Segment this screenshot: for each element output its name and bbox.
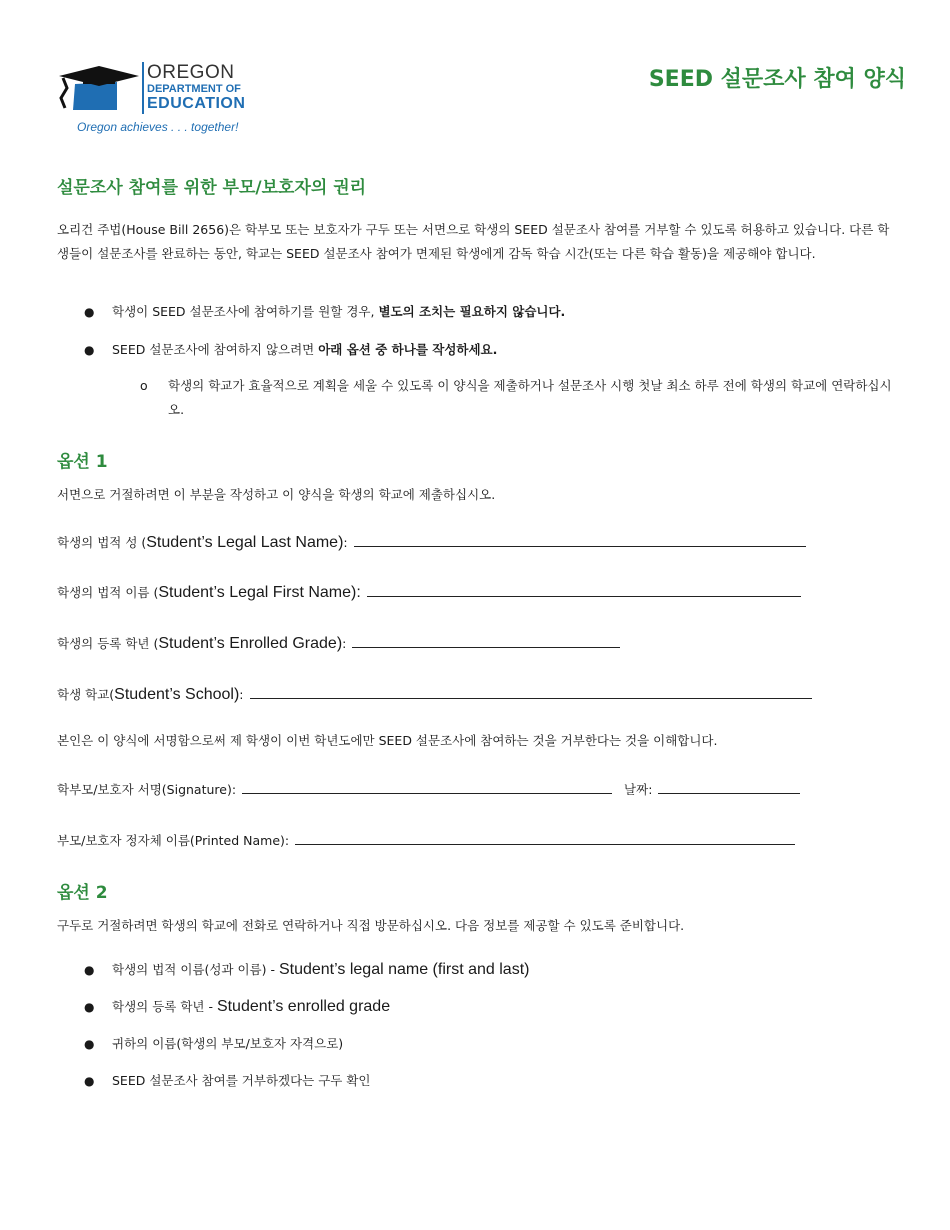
bullet-icon: ● <box>84 963 95 977</box>
ode-logo <box>55 62 255 137</box>
logo-org: OREGON <box>147 62 235 83</box>
field-label-ko: 학생 학교( <box>57 687 115 702</box>
bullet-text: SEED 설문조사에 참여하지 않으려면 <box>112 342 319 357</box>
option1-statement: 본인은 이 양식에 서명함으로써 제 학생이 이번 학년도에만 SEED 설문조사에 참여하는 것을 거부한다는 것을 이해합니다. <box>57 733 718 748</box>
field-label-en: Student’s Legal First Name): <box>158 584 361 601</box>
option2-heading: 옵션 2 <box>57 883 108 903</box>
bullet-icon: ● <box>84 305 95 319</box>
bullet-icon: ● <box>84 1037 95 1051</box>
date-input-line[interactable] <box>658 779 800 794</box>
logo-dept: DEPARTMENT OF <box>147 83 241 95</box>
printed-name-input-line[interactable] <box>295 830 795 845</box>
printed-name-label: 부모/보호자 정자체 이름(Printed Name): <box>57 833 290 848</box>
logo-edu: EDUCATION <box>147 95 246 112</box>
field-label-tail: : <box>343 535 348 550</box>
item-text-en: Student’s enrolled grade <box>216 998 391 1015</box>
field-label-en: Student’s Enrolled Grade) <box>158 635 343 652</box>
bullet-icon: ● <box>84 343 95 357</box>
item-text-en: Student’s legal name (first and last) <box>278 961 530 978</box>
bullet-text: 학생이 SEED 설문조사에 참여하기를 원할 경우, <box>112 304 379 319</box>
signature-field[interactable] <box>57 779 800 798</box>
first-name-field[interactable] <box>57 582 801 602</box>
document-title: SEED 설문조사 참여 양식 <box>648 67 906 92</box>
field-label-ko: 학생의 법적 성 ( <box>57 535 147 550</box>
grade-input-line[interactable] <box>352 633 620 648</box>
option1-intro: 서면으로 거절하려면 이 부분을 작성하고 이 양식을 학생의 학교에 제출하십시오. <box>57 487 496 502</box>
field-label-ko: 학생의 등록 학년 ( <box>57 636 159 651</box>
bullet-icon: ● <box>84 1074 95 1088</box>
item-text-ko: SEED 설문조사 참여를 거부하겠다는 구두 확인 <box>112 1073 371 1088</box>
item-text-ko: 귀하의 이름(학생의 부모/보호자 자격으로) <box>112 1036 344 1051</box>
date-label: 날짜: <box>624 782 653 797</box>
logo-tagline: Oregon achieves . . . together! <box>77 120 239 134</box>
last-name-input-line[interactable] <box>354 532 806 547</box>
first-name-input-line[interactable] <box>367 582 801 597</box>
bullet-bold: 별도의 조치는 필요하지 않습니다. <box>378 304 566 319</box>
printed-name-field[interactable] <box>57 830 795 849</box>
signature-input-line[interactable] <box>242 779 612 794</box>
school-field[interactable] <box>57 684 812 704</box>
signature-label: 학부모/보호자 서명(Signature): <box>57 782 237 797</box>
field-label-tail: : <box>342 636 347 651</box>
rights-heading: 설문조사 참여를 위한 부모/보호자의 권리 <box>57 178 367 198</box>
field-label-en: Student’s School) <box>114 686 240 703</box>
last-name-field[interactable] <box>57 532 806 552</box>
logo-divider <box>142 62 144 114</box>
sub-bullet-text: 학생의 학교가 효율적으로 계획을 세울 수 있도록 이 양식을 제출하거나 설문조사 시행 첫날 최소 하루 전에 학생의 학교에 연락하십시오. <box>168 378 892 417</box>
field-label-ko: 학생의 법적 이름 ( <box>57 585 159 600</box>
rights-paragraph: 오리건 주법(House Bill 2656)은 학부모 또는 보호자가 구두 또는 서면으로 학생의 SEED 설문조사 참여를 거부할 수 있도록 허용하고 있습니다. 다른 학생들이 설문조사를 완료하는 동안, 학교는 SEED 설문조사 참여가 면제된 학생에게 감독 학습 시간(또는 다른 학습 활동)을 제공해야 합니다. <box>57 222 890 261</box>
grade-field[interactable] <box>57 633 620 653</box>
field-label-tail: : <box>239 687 244 702</box>
option2-intro: 구두로 거절하려면 학생의 학교에 전화로 연락하거나 직접 방문하십시오. 다음 정보를 제공할 수 있도록 준비합니다. <box>57 918 685 933</box>
circle-bullet-icon: o <box>140 378 148 393</box>
item-text-ko: 학생의 등록 학년 - <box>112 999 217 1014</box>
field-label-en: Student’s Legal Last Name) <box>146 534 344 551</box>
option1-heading: 옵션 1 <box>57 452 108 472</box>
bullet-bold: 아래 옵션 중 하나를 작성하세요. <box>318 342 498 357</box>
item-text-ko: 학생의 법적 이름(성과 이름) - <box>112 962 279 977</box>
graduation-cap-oregon-icon <box>55 62 145 118</box>
school-input-line[interactable] <box>250 684 812 699</box>
bullet-icon: ● <box>84 1000 95 1014</box>
